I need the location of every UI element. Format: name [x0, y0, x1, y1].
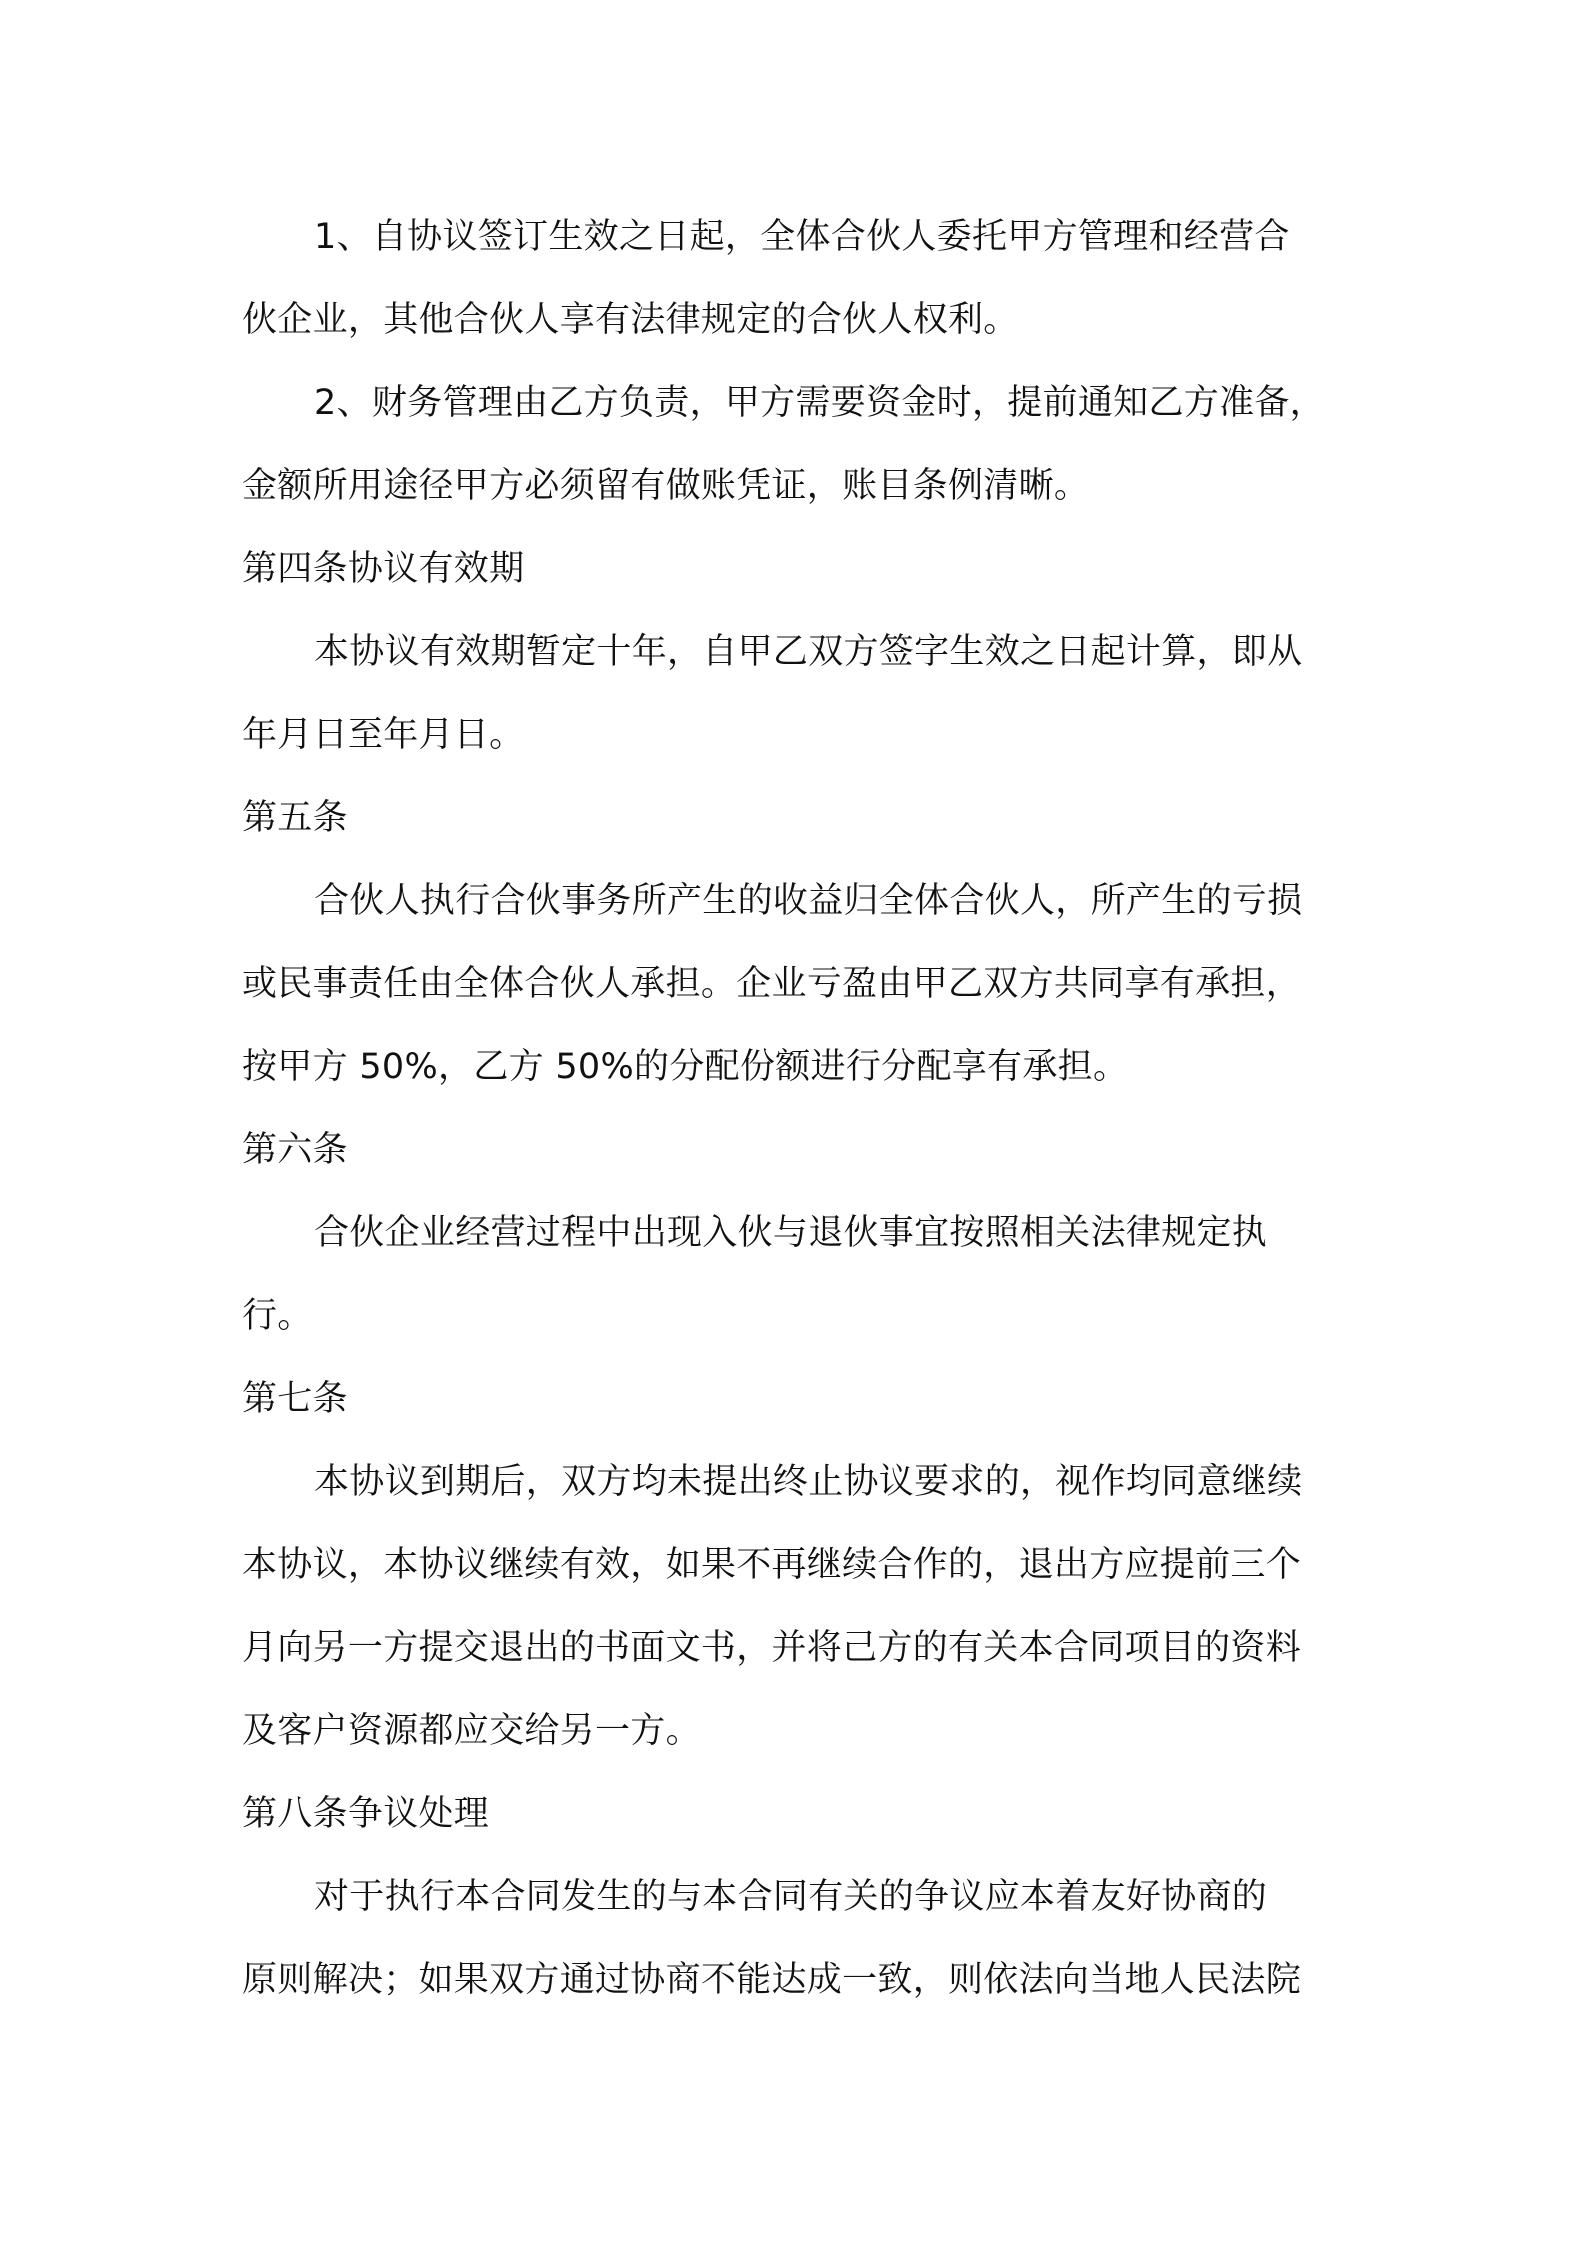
text-line: 1、自协议签订生效之日起，全体合伙人委托甲方管理和经营合 — [314, 217, 1290, 257]
section-heading: 第六条 — [242, 1130, 348, 1170]
text-line: 及客户资源都应交给另一方。 — [242, 1711, 701, 1751]
text-line: 金额所用途径甲方必须留有做账凭证，账目条例清晰。 — [242, 466, 1090, 506]
text-line: 行。 — [242, 1296, 313, 1336]
text-line: 2、财务管理由乙方负责，甲方需要资金时，提前通知乙方准备， — [314, 383, 1325, 423]
section-heading: 第八条争议处理 — [242, 1794, 490, 1834]
text-line: 合伙企业经营过程中出现入伙与退伙事宜按照相关法律规定执 — [314, 1213, 1268, 1253]
section-heading: 第四条协议有效期 — [242, 549, 525, 589]
text-line: 或民事责任由全体合伙人承担。企业亏盈由甲乙双方共同享有承担， — [242, 964, 1302, 1004]
section-heading: 第五条 — [242, 798, 348, 838]
section-heading: 第七条 — [242, 1379, 348, 1419]
text-line: 伙企业，其他合伙人享有法律规定的合伙人权利。 — [242, 300, 1019, 340]
document-body — [242, 196, 1357, 2022]
text-line: 对于执行本合同发生的与本合同有关的争议应本着友好协商的 — [314, 1877, 1268, 1917]
text-line: 按甲方 50%，乙方 50%的分配份额进行分配享有承担。 — [242, 1047, 1129, 1087]
text-line: 月向另一方提交退出的书面文书，并将己方的有关本合同项目的资料 — [242, 1628, 1302, 1668]
text-line: 合伙人执行合伙事务所产生的收益归全体合伙人，所产生的亏损 — [314, 881, 1303, 921]
text-line: 本协议有效期暂定十年，自甲乙双方签字生效之日起计算，即从 — [314, 632, 1303, 672]
text-line: 本协议到期后，双方均未提出终止协议要求的，视作均同意继续 — [314, 1462, 1303, 1502]
text-line: 年月日至年月日。 — [242, 715, 525, 755]
text-line: 原则解决；如果双方通过协商不能达成一致，则依法向当地人民法院 — [242, 1960, 1302, 2000]
text-line: 本协议，本协议继续有效，如果不再继续合作的，退出方应提前三个 — [242, 1545, 1302, 1585]
